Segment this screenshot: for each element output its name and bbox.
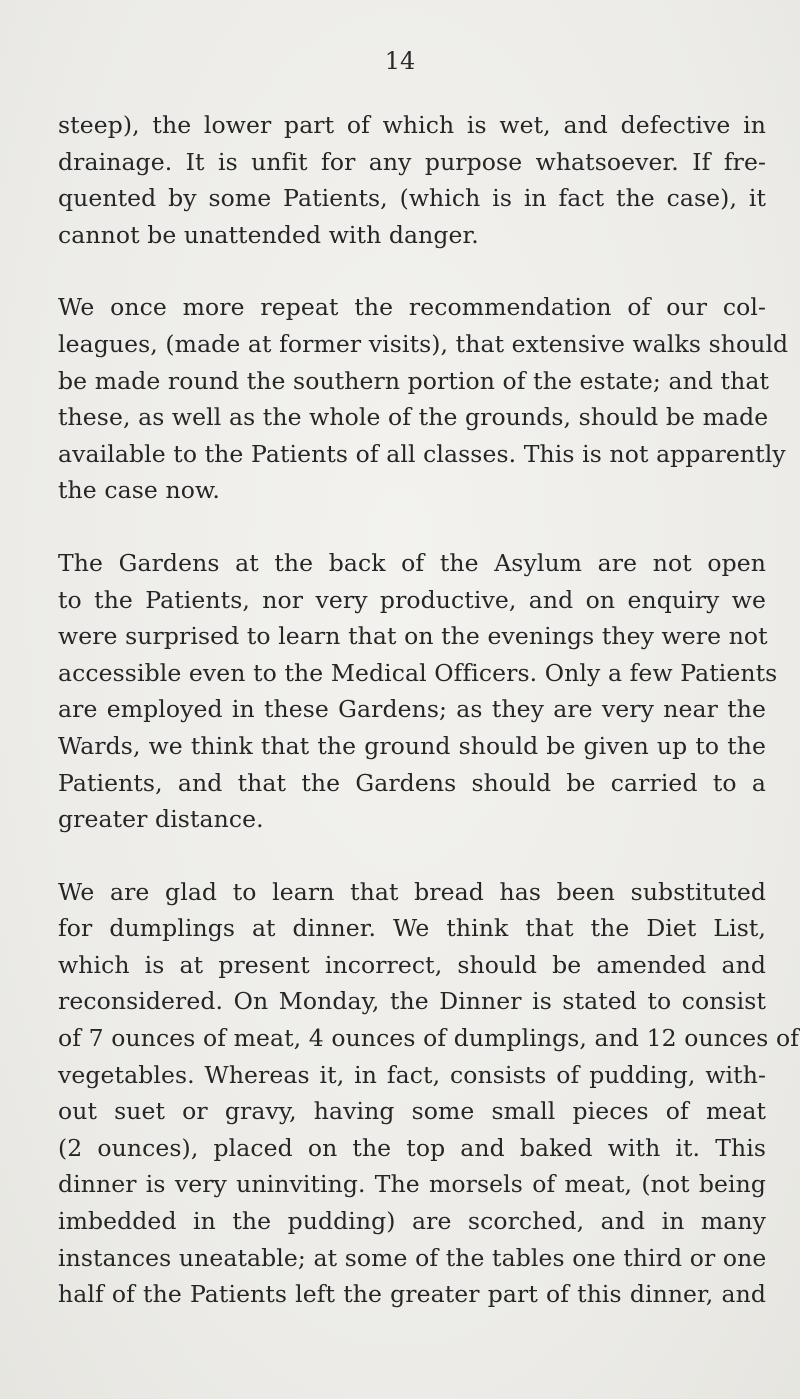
text-line: these, as well as the whole of the grounds, should be made: [58, 403, 769, 432]
text-line: are employed in these Gardens; as they are very near the: [58, 695, 766, 724]
text-line: We are glad to learn that bread has been substituted: [58, 877, 766, 906]
text-line: steep), the lower part of which is wet, and defective in: [58, 111, 766, 139]
text-line: accessible even to the Medical Officers. Only a few Patients: [58, 658, 778, 687]
paragraph-walks: [58, 289, 789, 509]
text-line: leagues, (made at former visits), that extensive walks should: [58, 329, 789, 358]
text-line: drainage. It is unfit for any purpose whatsoever. If fre-: [58, 147, 766, 176]
text-line: cannot be unattended with danger.: [58, 220, 479, 249]
text-line: out suet or gravy, having some small pieces of meat: [58, 1097, 766, 1126]
text-line: The Gardens at the back of the Asylum are not open: [58, 548, 766, 577]
text-line: imbedded in the pudding) are scorched, and in many: [58, 1207, 766, 1236]
page-number: 14: [384, 47, 416, 75]
text-line: instances uneatable; at some of the tables one third or one: [58, 1243, 767, 1272]
text-line: be made round the southern portion of the estate; and that: [58, 366, 769, 395]
text-line: to the Patients, nor very productive, and on enquiry we: [58, 585, 766, 614]
text-line: which is at present incorrect, should be amended and: [58, 950, 766, 979]
body-text: [58, 107, 800, 1349]
paragraph-gardens: [58, 545, 778, 838]
text-line: half of the Patients left the greater part of this dinner, and: [58, 1280, 766, 1309]
text-line: Patients, and that the Gardens should be carried to a: [58, 768, 766, 797]
text-line: available to the Patients of all classes. This is not apparently: [58, 439, 786, 468]
text-line: dinner is very uninviting. The morsels of meat, (not being: [58, 1170, 766, 1199]
text-line: were surprised to learn that on the evenings they were not: [58, 622, 768, 651]
text-line: vegetables. Whereas it, in fact, consists of pudding, with-: [58, 1060, 766, 1089]
text-line: reconsidered. On Monday, the Dinner is stated to consist: [58, 987, 766, 1016]
text-line: greater distance.: [58, 805, 264, 834]
text-line: the case now.: [58, 476, 220, 505]
text-line: of 7 ounces of meat, 4 ounces of dumplings, and 12 ounces of: [58, 1024, 800, 1053]
text-line: for dumplings at dinner. We think that the Diet List,: [58, 914, 766, 943]
paragraph-diet: [58, 874, 800, 1313]
text-line: Wards, we think that the ground should be given up to the: [58, 731, 766, 760]
text-line: We once more repeat the recommendation of our col-: [58, 293, 766, 322]
text-line: (2 ounces), placed on the top and baked with it. This: [58, 1133, 766, 1162]
text-line: quented by some Patients, (which is in fact the case), it: [58, 184, 766, 213]
paragraph-drainage: [58, 107, 766, 253]
